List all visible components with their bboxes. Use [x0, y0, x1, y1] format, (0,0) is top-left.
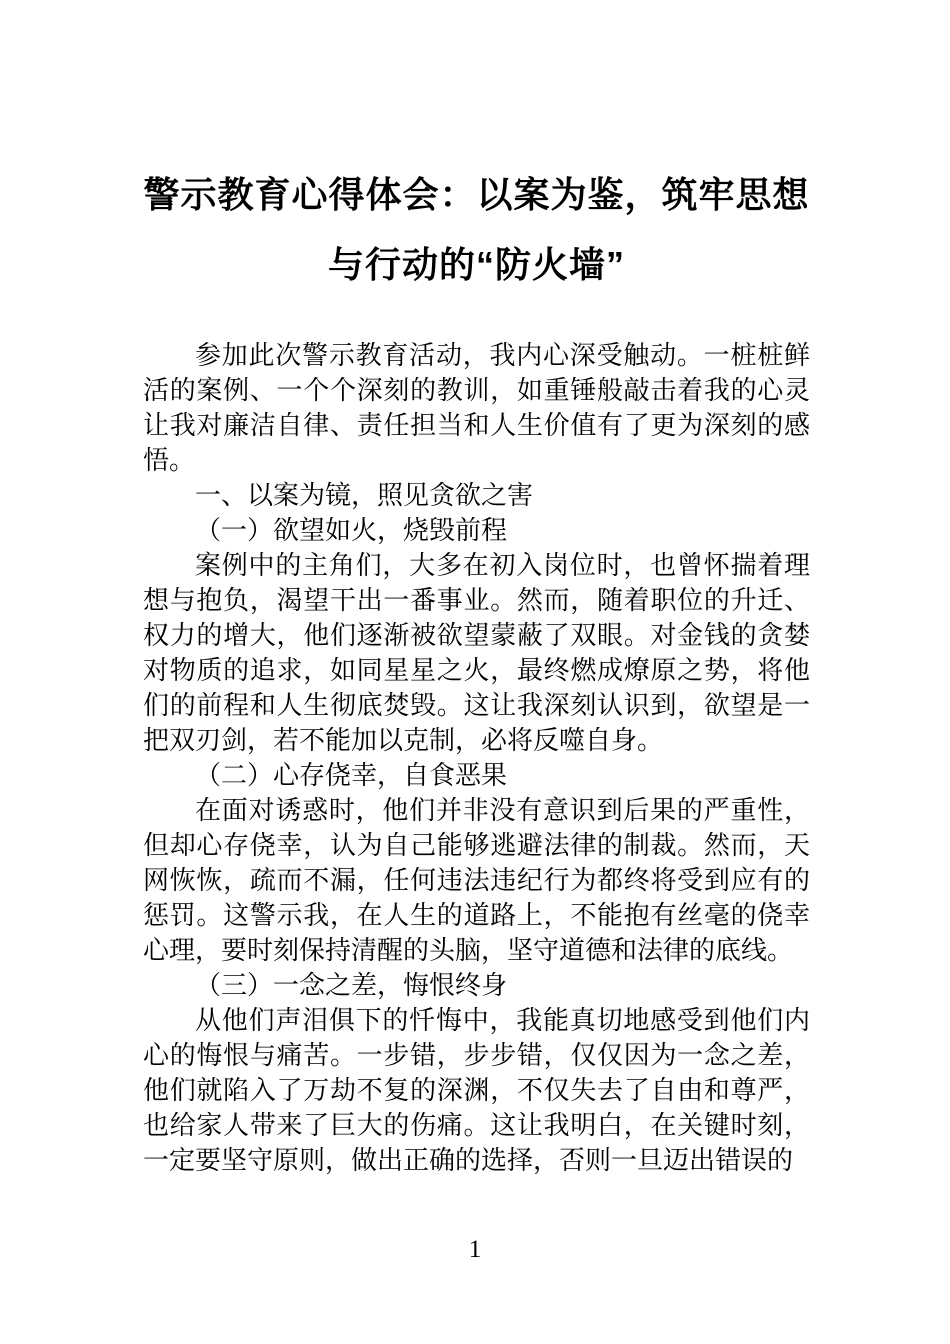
paragraph-desire: 案例中的主角们，大多在初入岗位时，也曾怀揣着理想与抱负，渴望干出一番事业。然而，随着职位的升迁、权力的增大，他们逐渐被欲望蒙蔽了双眼。对金钱的贪婪对物质的追求，如同星星之火，最终燃成燎原之势，将他们的前程和人生彻底焚毁。这让我深刻认识到，欲望是一把双刃剑，若不能加以克制，必将反噬自身。 — [143, 550, 810, 755]
paragraph-luck: 在面对诱惑时，他们并非没有意识到后果的严重性，但却心存侥幸，认为自己能够逃避法律的制裁。然而，天网恢恢，疏而不漏，任何违法违纪行为都终将受到应有的惩罚。这警示我，在人生的道路上，不能抱有丝毫的侥幸心理，要时刻保持清醒的头脑，坚守道德和法律的底线。 — [143, 795, 810, 965]
sub-heading-1-2: （二）心存侥幸，自食恶果 — [195, 760, 508, 790]
sub-heading-1-1: （一）欲望如火，烧毁前程 — [195, 515, 508, 545]
sub-heading-1-3: （三）一念之差，悔恨终身 — [195, 970, 508, 1000]
section-heading-1: 一、以案为镜，照见贪欲之害 — [195, 480, 534, 510]
paragraph-intro: 参加此次警示教育活动，我内心深受触动。一桩桩鲜活的案例、一个个深刻的教训，如重锤般敲击着我的心灵让我对廉洁自律、责任担当和人生价值有了更为深刻的感悟。 — [143, 340, 810, 475]
paragraph-regret: 从他们声泪俱下的忏悔中，我能真切地感受到他们内心的悔恨与痛苦。一步错，步步错，仅仅因为一念之差，他们就陷入了万劫不复的深渊，不仅失去了自由和尊严，也给家人带来了巨大的伤痛。这让我明白，在关键时刻，一定要坚守原则，做出正确的选择，否则一旦迈出错误的 — [143, 1005, 810, 1175]
document-title: 警示教育心得体会：以案为鉴，筑牢思想与行动的“防火墙” — [143, 174, 810, 285]
page-number: 1 — [468, 1236, 482, 1263]
